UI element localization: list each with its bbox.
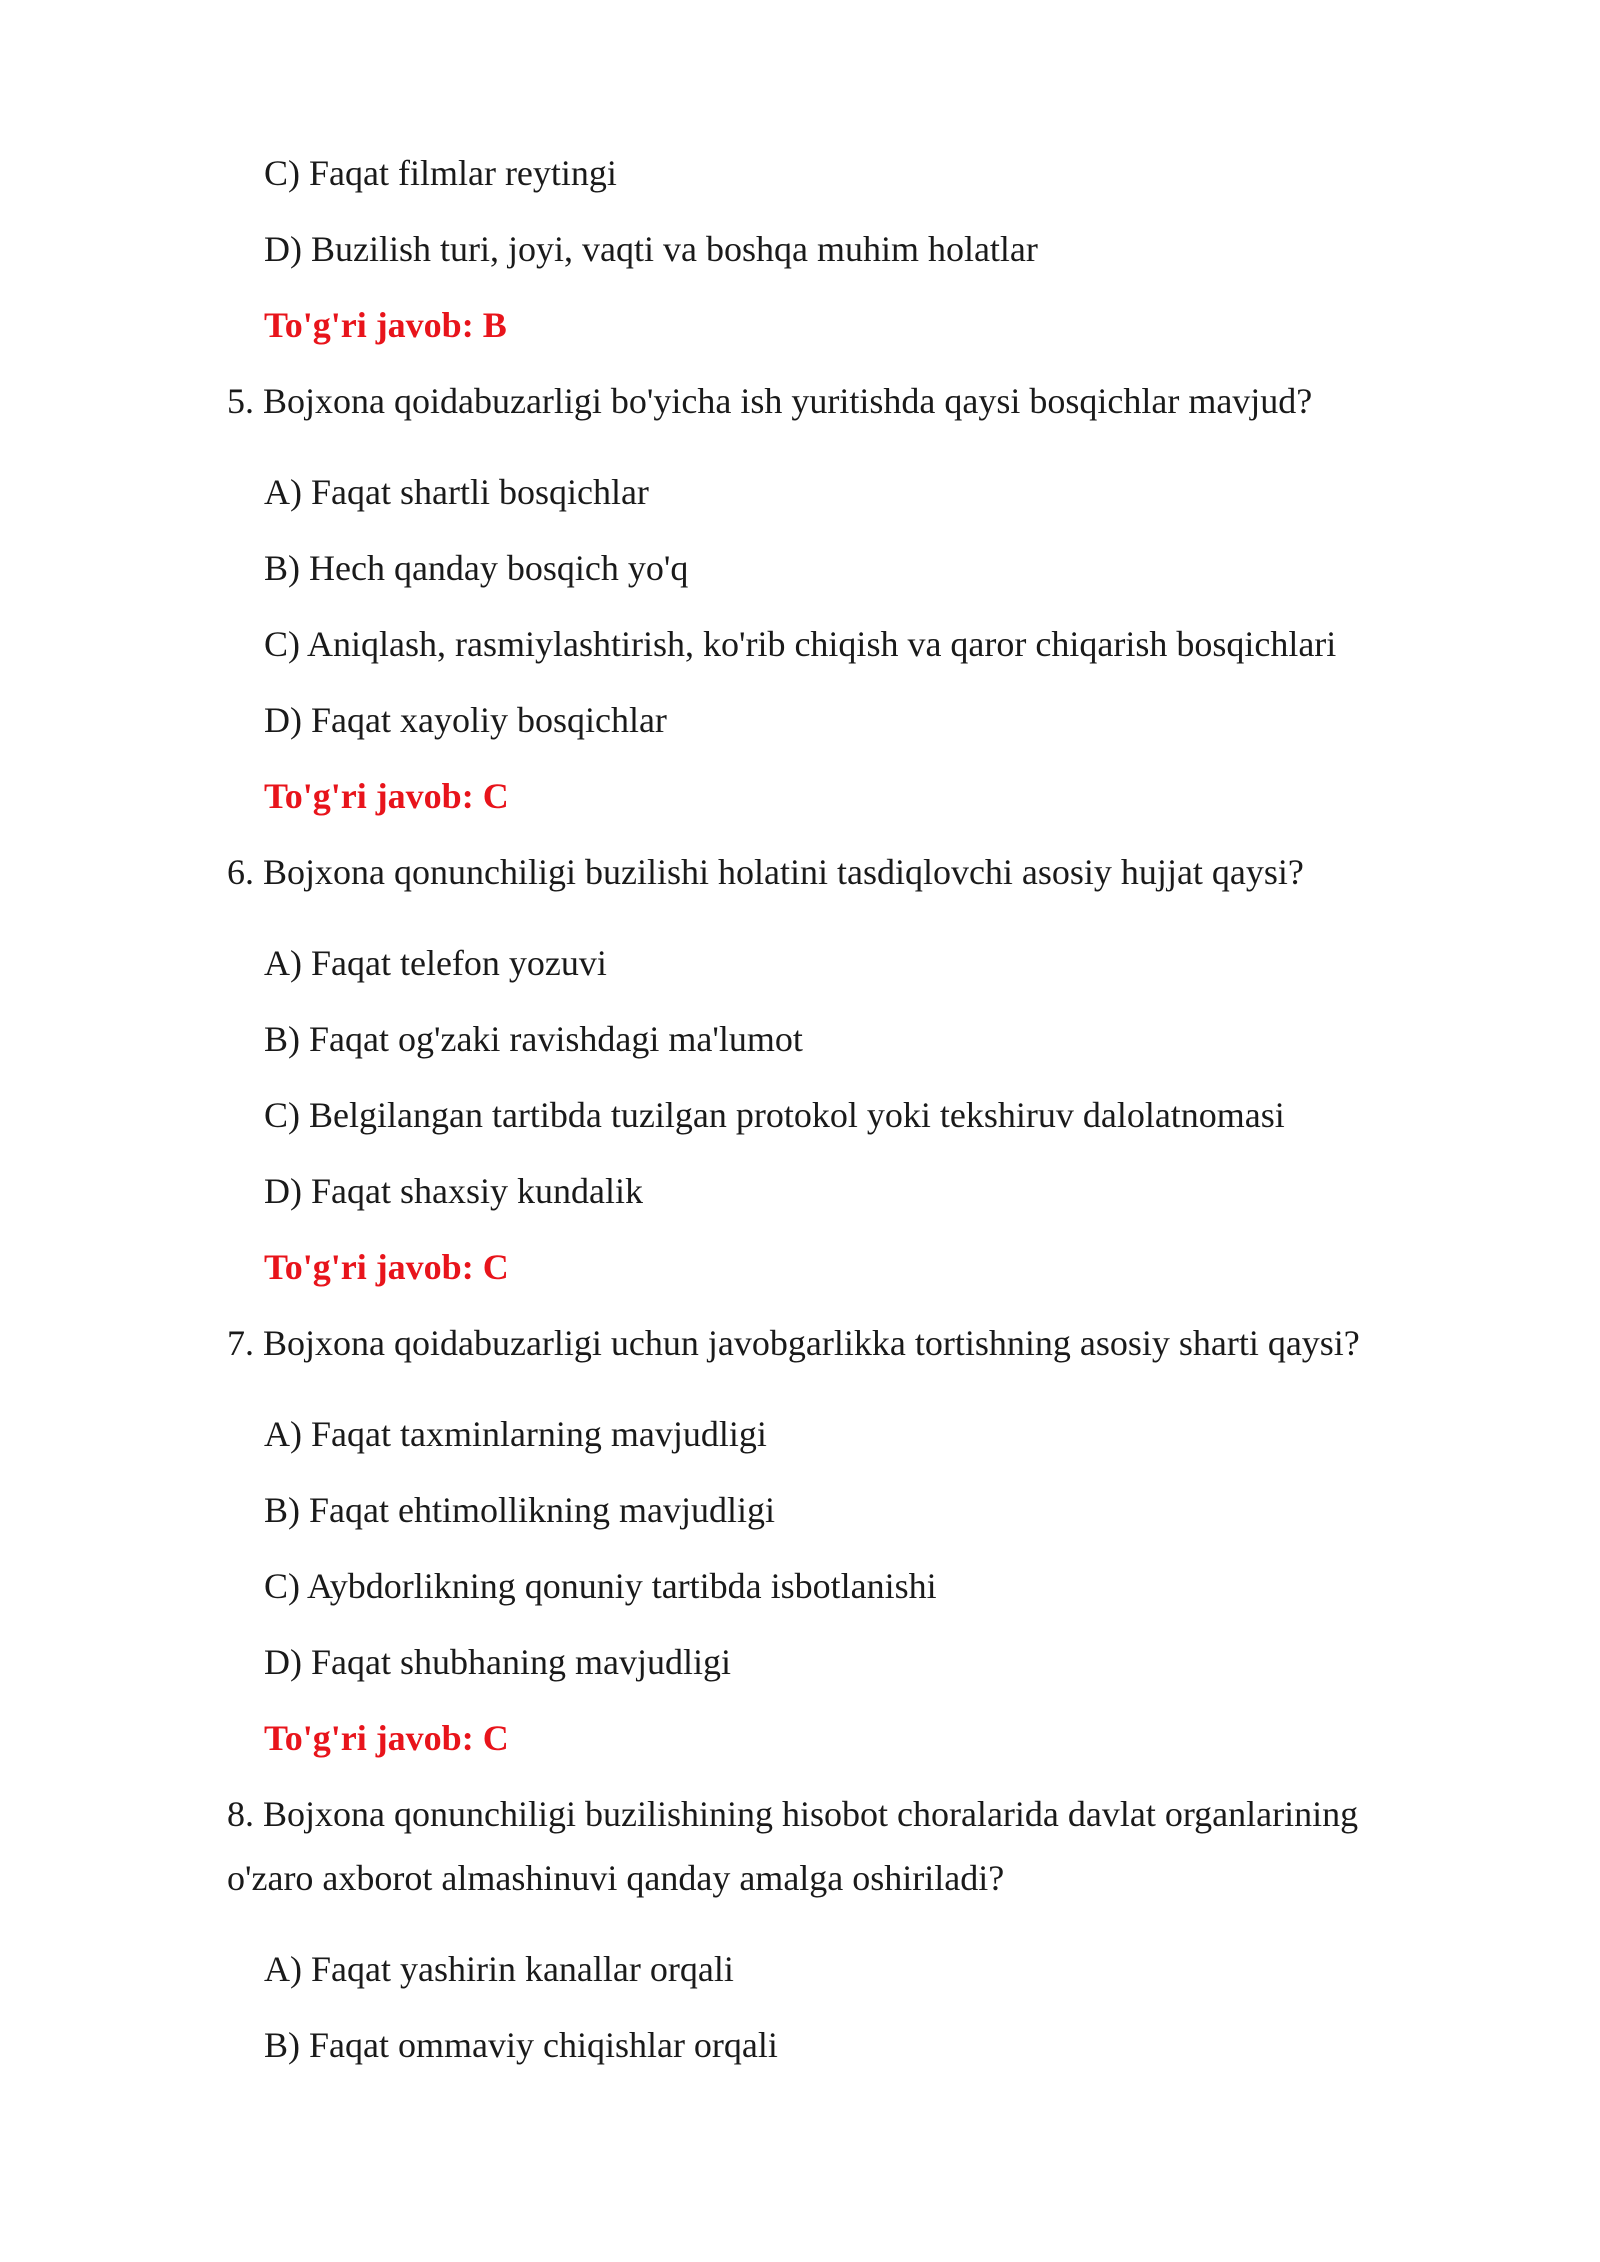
q7-option-b: B) Faqat ehtimollikning mavjudligi <box>264 1490 775 1530</box>
q5-option-a: A) Faqat shartli bosqichlar <box>264 472 649 512</box>
q6-option-b: B) Faqat og'zaki ravishdagi ma'lumot <box>264 1019 803 1059</box>
q5-question: 5. Bojxona qoidabuzarligi bo'yicha ish yuritishda qaysi bosqichlar mavjud? <box>227 381 1313 421</box>
q5-option-b: B) Hech qanday bosqich yo'q <box>264 548 689 588</box>
q8-question-line2: o'zaro axborot almashinuvi qanday amalga oshiriladi? <box>227 1858 1005 1898</box>
q5-option-d: D) Faqat xayoliy bosqichlar <box>264 700 667 740</box>
q7-option-a: A) Faqat taxminlarning mavjudligi <box>264 1414 767 1454</box>
q5-option-c: C) Aniqlash, rasmiylashtirish, ko'rib chiqish va qaror chiqarish bosqichlari <box>264 624 1337 664</box>
q6-option-a: A) Faqat telefon yozuvi <box>264 943 607 983</box>
q6-option-d: D) Faqat shaxsiy kundalik <box>264 1171 643 1211</box>
q4-option-c: C) Faqat filmlar reytingi <box>264 153 617 193</box>
q6-correct-answer: To'g'ri javob: C <box>264 1247 509 1287</box>
q4-correct-answer: To'g'ri javob: B <box>264 305 507 345</box>
q6-option-c: C) Belgilangan tartibda tuzilgan protokol yoki tekshiruv dalolatnomasi <box>264 1095 1285 1135</box>
q8-question-line1: 8. Bojxona qonunchiligi buzilishining hisobot choralarida davlat organlarining <box>227 1794 1359 1834</box>
q8-option-b: B) Faqat ommaviy chiqishlar orqali <box>264 2025 778 2065</box>
q7-correct-answer: To'g'ri javob: C <box>264 1718 509 1758</box>
q5-correct-answer: To'g'ri javob: C <box>264 776 509 816</box>
q4-option-d: D) Buzilish turi, joyi, vaqti va boshqa muhim holatlar <box>264 229 1038 269</box>
q7-question: 7. Bojxona qoidabuzarligi uchun javobgarlikka tortishning asosiy sharti qaysi? <box>227 1323 1360 1363</box>
q7-option-c: C) Aybdorlikning qonuniy tartibda isbotlanishi <box>264 1566 937 1606</box>
q6-question: 6. Bojxona qonunchiligi buzilishi holatini tasdiqlovchi asosiy hujjat qaysi? <box>227 852 1304 892</box>
q8-option-a: A) Faqat yashirin kanallar orqali <box>264 1949 734 1989</box>
q7-option-d: D) Faqat shubhaning mavjudligi <box>264 1642 731 1682</box>
